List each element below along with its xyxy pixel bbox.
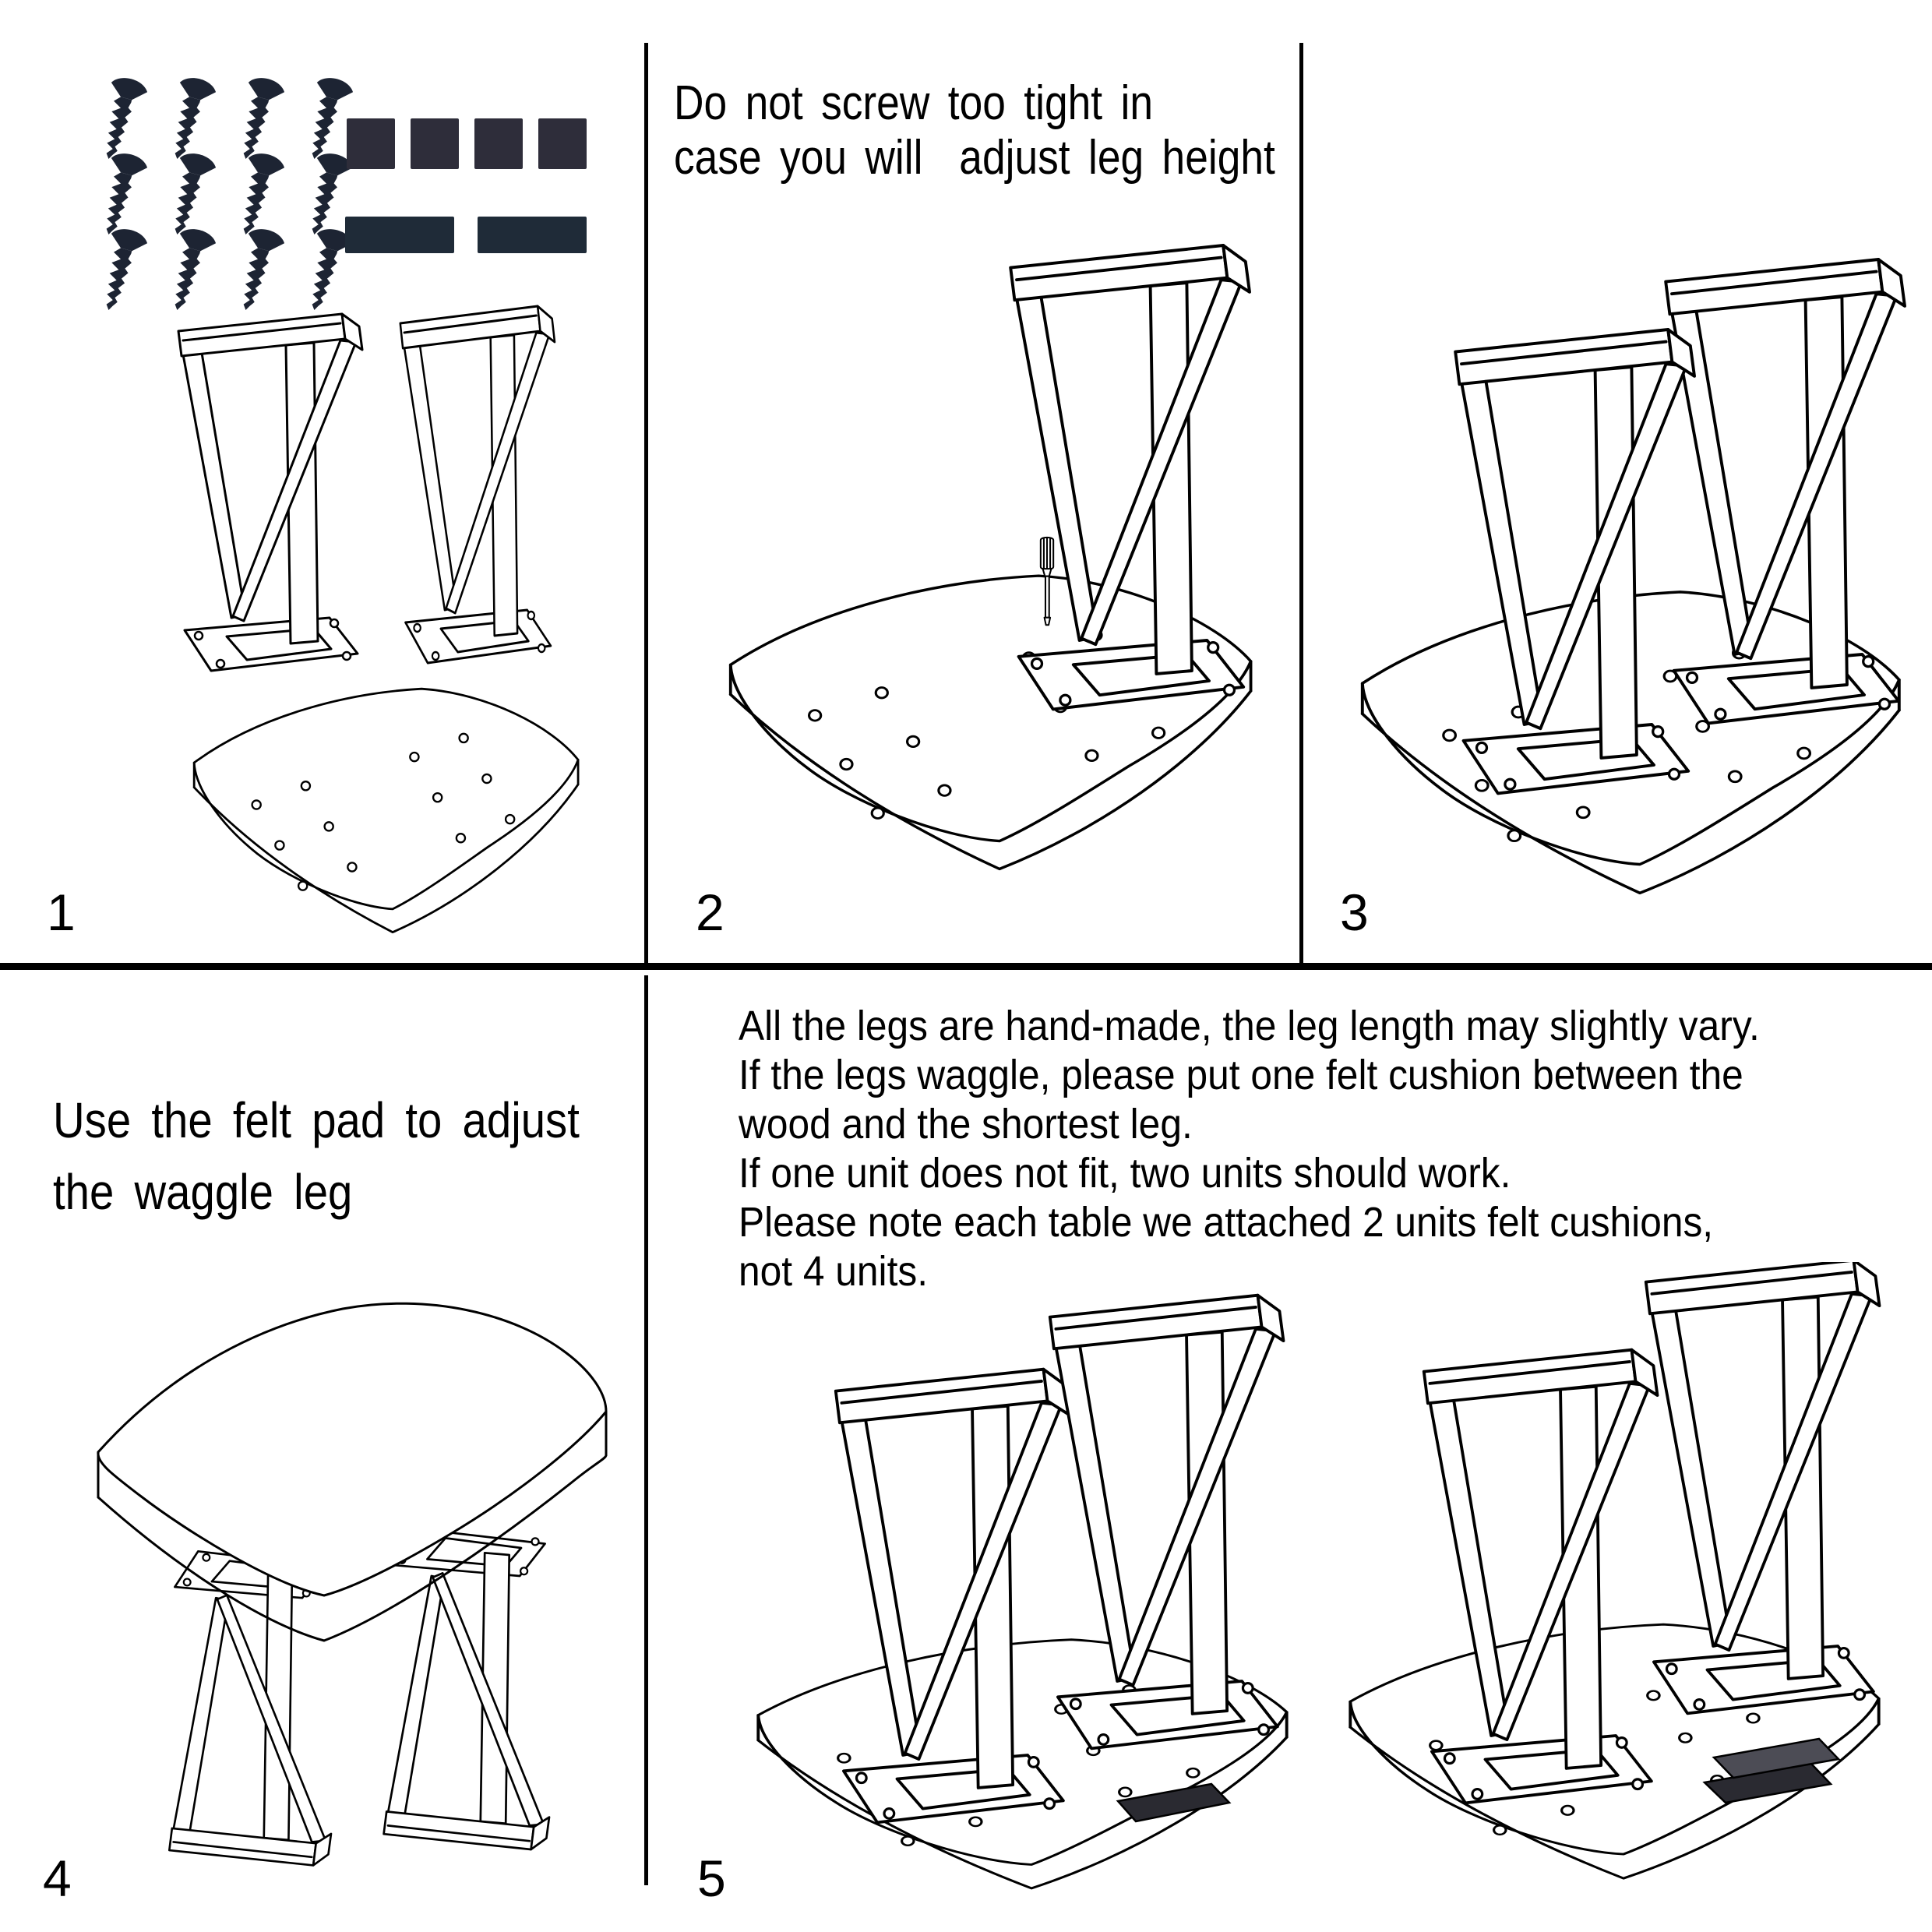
step-3-number: 3 <box>1340 883 1369 941</box>
step-4-note <box>53 1084 670 1228</box>
screw-icon <box>298 74 355 164</box>
step-5-number: 5 <box>697 1849 726 1907</box>
step-2-number: 2 <box>696 883 724 941</box>
screw-icon <box>229 150 287 239</box>
table-leg-left <box>178 314 362 671</box>
felt-pad-strip <box>478 217 587 253</box>
table-leg-left-upright <box>169 1551 331 1865</box>
note-line: All the legs are hand-made, the leg length may slightly vary. <box>739 1003 1760 1049</box>
note-line: If the legs waggle, please put one felt cushion between the <box>739 1052 1743 1098</box>
table-leg-right <box>400 306 555 663</box>
note-line: Use the felt pad to adjust <box>53 1092 580 1148</box>
felt-strips-group <box>345 217 587 253</box>
step-2-note <box>674 76 1331 185</box>
step-1-number: 1 <box>47 883 76 941</box>
divider-horizontal <box>0 963 1932 970</box>
step-4-number: 4 <box>43 1849 72 1907</box>
note-line: case you will adjust leg height <box>674 131 1275 185</box>
note-line: If one unit does not fit, two units should work. <box>739 1150 1511 1197</box>
note-line: wood and the shortest leg. <box>739 1101 1193 1148</box>
screw-icon <box>160 74 218 164</box>
note-line: Do not screw too tight in <box>674 76 1153 130</box>
felt-pad-square <box>411 118 459 169</box>
screw-icon <box>92 74 150 164</box>
step5-illustration-two-pads <box>1309 1262 1924 1893</box>
screw-icon <box>160 225 218 315</box>
felt-squares-group <box>347 118 587 169</box>
screws-group <box>92 74 355 315</box>
screw-icon <box>229 74 287 164</box>
felt-pad-square <box>474 118 523 169</box>
felt-pad-strip <box>345 217 454 253</box>
table-board <box>194 689 578 932</box>
screw-icon <box>229 225 287 315</box>
divider-vertical-top-left <box>644 43 648 963</box>
note-line: Please note each table we attached 2 units felt cushions, <box>739 1199 1714 1246</box>
screw-icon <box>92 225 150 315</box>
felt-pad-square <box>347 118 395 169</box>
step1-illustration <box>31 47 623 958</box>
step4-illustration <box>62 1262 639 1885</box>
step-5-note <box>739 1002 1914 1296</box>
table-leg-right-upright <box>384 1528 549 1849</box>
screw-icon <box>160 150 218 239</box>
screw-icon <box>92 150 150 239</box>
felt-pad-square <box>538 118 587 169</box>
note-line: not 4 units. <box>739 1248 929 1295</box>
note-line: the waggle leg <box>53 1164 353 1220</box>
step2-illustration <box>682 226 1289 927</box>
step5-illustration-one-pad <box>724 1285 1317 1901</box>
step3-illustration <box>1324 226 1932 927</box>
